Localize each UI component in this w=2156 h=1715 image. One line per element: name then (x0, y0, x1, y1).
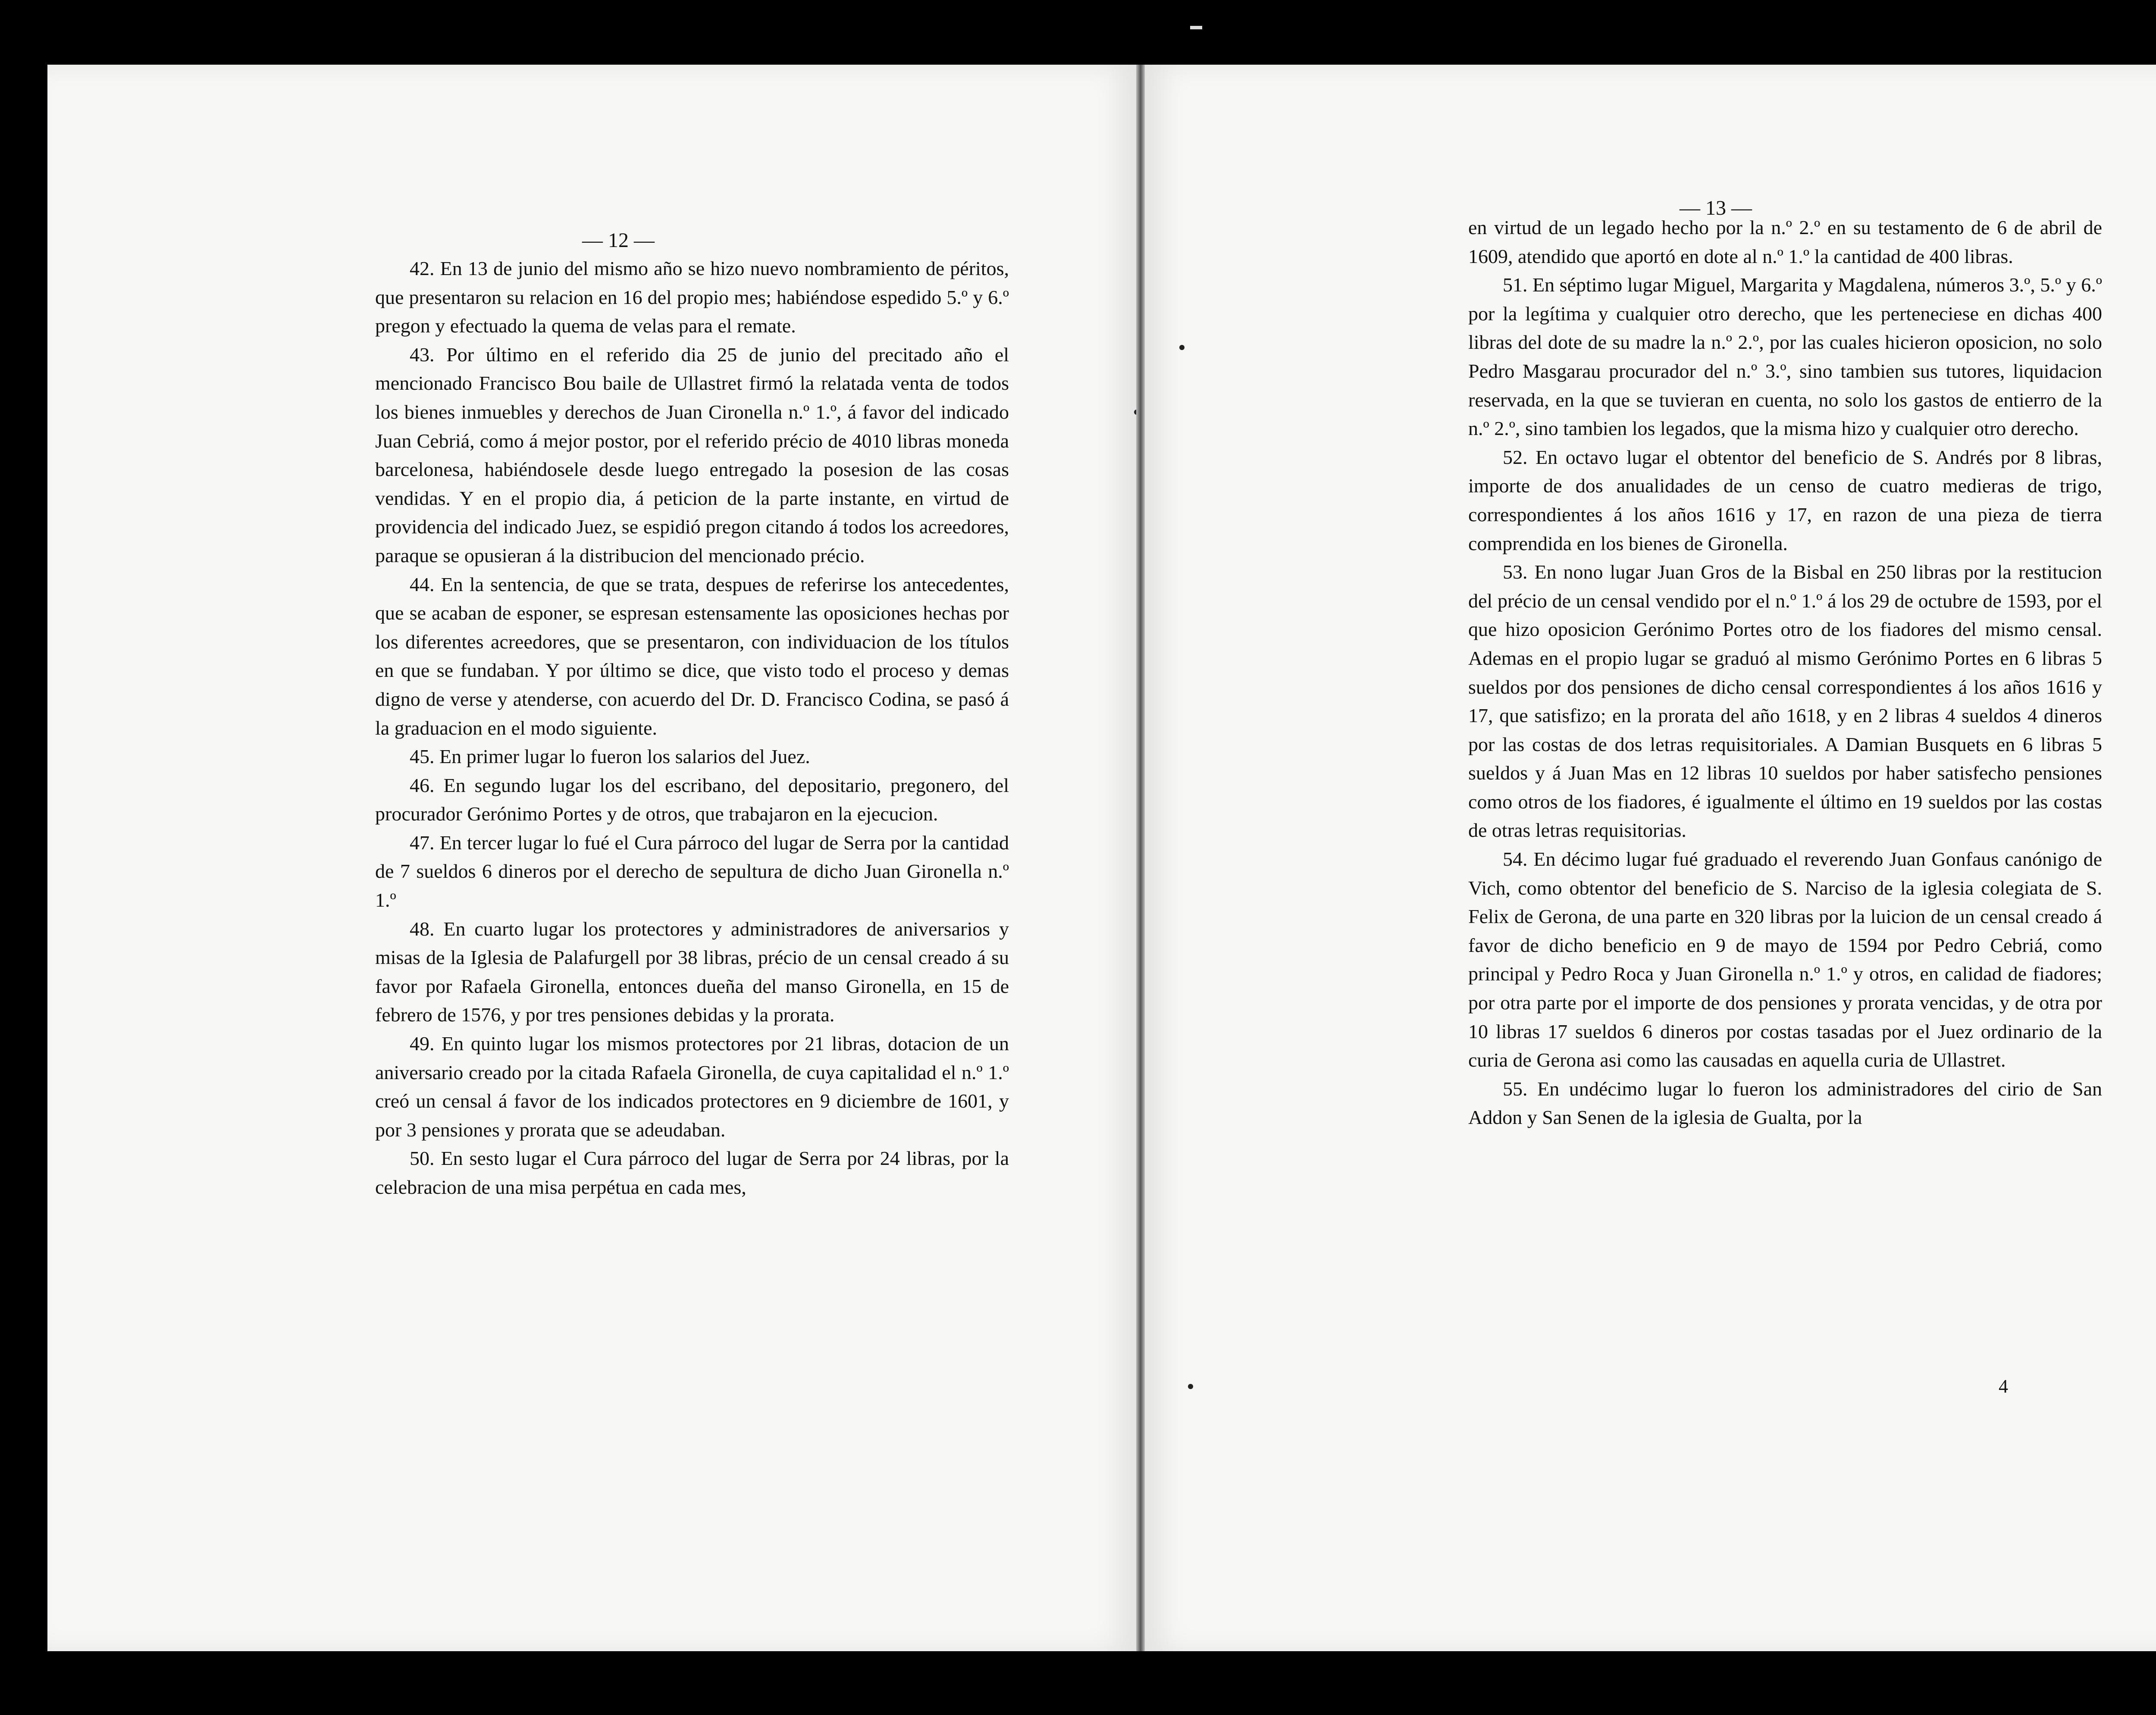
page-number-right: — 13 — (1680, 197, 1752, 219)
paragraph: 48. En cuarto lugar los protectores y administradores de aniversarios y misas de la Iglesia de Palafurgell por 38 libras, précio de un censal creado á su favor por Rafaela Gironella, entonces dueña del manso Gironella, en 15 de febrero de 1576, y por tres pensiones debidas y la prorata. (375, 917, 1009, 1026)
left-page (47, 65, 1136, 1651)
paragraph: 44. En la sentencia, de que se trata, despues de referirse los antecedentes, que se acaban de esponer, se espresan estensamente las oposiciones hechas por los diferentes acreedores, que se presentaron, con individuacion de los títulos en que se fundaban. Y por último se dice, que visto todo el proceso y demas digno de verse y atenderse, con acuerdo del Dr. D. Francisco Codina, se pasó á la graduacion en el modo siguiente. (375, 573, 1009, 739)
paragraph: 53. En nono lugar Juan Gros de la Bisbal en 250 libras por la restitucion del précio de un censal vendido por el n.º 1.º á los 29 de octubre de 1593, por el que hizo oposicion Gerónimo Portes otro de los fiadores del mismo censal. Ademas en el propio lugar se graduó al mismo Gerónimo Portes en 6 libras 5 sueldos por dos pensiones de dicho censal correspondientes á los años 1616 y 17, que satisfizo; en la prorata del año 1618, y en 2 libras 4 sueldos 4 dineros por las costas de dos letras requisitoriales. A Damian Busquets en 6 libras 5 sueldos y á Juan Mas en 12 libras 10 sueldos por haber satisfecho pensiones como otros de los fiadores, é igualmente el último en 19 sueldos por las costas de otras letras requisitorias. (1468, 561, 2102, 842)
signature-mark: 4 (1999, 1376, 2008, 1397)
paragraph: en virtud de un legado hecho por la n.º 2.º en su testamento de 6 de abril de 1609, atendido que aportó en dote al n.º 1.º la cantidad de 400 libras. (1468, 216, 2102, 267)
paragraph: 47. En tercer lugar lo fué el Cura párroco del lugar de Serra por la cantidad de 7 sueldos 6 dineros por el derecho de sepultura de dicho Juan Gironella n.º 1.º (375, 831, 1009, 911)
paragraph: 43. Por último en el referido dia 25 de junio del precitado año el mencionado Francisco Bou baile de Ullastret firmó la relatada venta de todos los bienes inmuebles y derechos de Juan Cironella n.º 1.º, á favor del indicado Juan Cebriá, como á mejor postor, por el referido précio de 4010 libras moneda barcelonesa, habiéndosele desde luego entregado la posesion de las cosas vendidas. Y en el propio dia, á peticion de la parte instante, en virtud de providencia del indicado Juez, se espidió pregon citando á todos los acreedores, paraque se opusieran á la distribucion del mencionado précio. (375, 343, 1009, 566)
paragraph: 46. En segundo lugar los del escribano, del depositario, pregonero, del procurador Gerónimo Portes y de otros, que trabajaron en la ejecucion. (375, 774, 1009, 825)
left-page-text (375, 254, 1009, 1202)
bullet-mark (1188, 1384, 1193, 1389)
top-edge-mark (1190, 26, 1202, 29)
right-page-text (1468, 213, 2102, 1132)
paragraph: 50. En sesto lugar el Cura párroco del lugar de Serra por 24 libras, por la celebracion de una misa perpétua en cada mes, (375, 1147, 1009, 1198)
paragraph: 49. En quinto lugar los mismos protectores por 21 libras, dotacion de un aniversario creado por la citada Rafaela Gironella, de cuya capitalidad el n.º 1.º creó un censal á favor de los indicados protectores en 9 diciembre de 1601, y por 3 pensiones y prorata que se adeudaban. (375, 1033, 1009, 1141)
book-spread (47, 65, 2156, 1651)
paragraph: 51. En séptimo lugar Miguel, Margarita y Magdalena, números 3.º, 5.º y 6.º por la legítima y cualquier otro derecho, que les perteneciese en dichas 400 libras del dote de su madre la n.º 2.º, por las cuales hicieron oposicion, no solo Pedro Masgarau procurador del n.º 3.º, sino tambien sus tutores, liquidacion reservada, en la que se tuvieran en cuenta, no solo los gastos de entierro de la n.º 2.º, sino tambien los legados, que la misma hizo y cualquier otro derecho. (1468, 274, 2102, 440)
paragraph: 52. En octavo lugar el obtentor del beneficio de S. Andrés por 8 libras, importe de dos anualidades de un censo de cuatro medieras de trigo, correspondientes á los años 1616 y 17, en razon de una pieza de tierra comprendida en los bienes de Gironella. (1468, 446, 2102, 554)
page-number-left: — 12 — (582, 229, 655, 252)
paragraph: 42. En 13 de junio del mismo año se hizo nuevo nombramiento de péritos, que presentaron su relacion en 16 del propio mes; habiéndose espedido 5.º y 6.º pregon y efectuado la quema de velas para el remate. (375, 257, 1009, 337)
paragraph: 54. En décimo lugar fué graduado el reverendo Juan Gonfaus canónigo de Vich, como obtentor del beneficio de S. Narciso de la iglesia colegiata de S. Felix de Gerona, de una parte en 320 libras por la luicion de un censal creado á favor de dicho beneficio en 9 de mayo de 1594 por Pedro Cebriá, como principal y Pedro Roca y Juan Gironella n.º 1.º y otros, en calidad de fiadores; por otra parte por el importe de dos pensiones y prorata vencidas, y de otra por 10 libras 17 sueldos 6 dineros por costas tasadas por el Juez ordinario de la curia de Gerona asi como las causadas en aquella curia de Ullastret. (1468, 848, 2102, 1071)
bullet-mark (1179, 345, 1185, 350)
paragraph: 45. En primer lugar lo fueron los salarios del Juez. (410, 745, 810, 768)
paragraph: 55. En undécimo lugar lo fueron los administradores del cirio de San Addon y San Senen de la iglesia de Gualta, por la (1468, 1077, 2102, 1129)
book-gutter (1136, 65, 1145, 1651)
right-page (1145, 65, 2156, 1651)
